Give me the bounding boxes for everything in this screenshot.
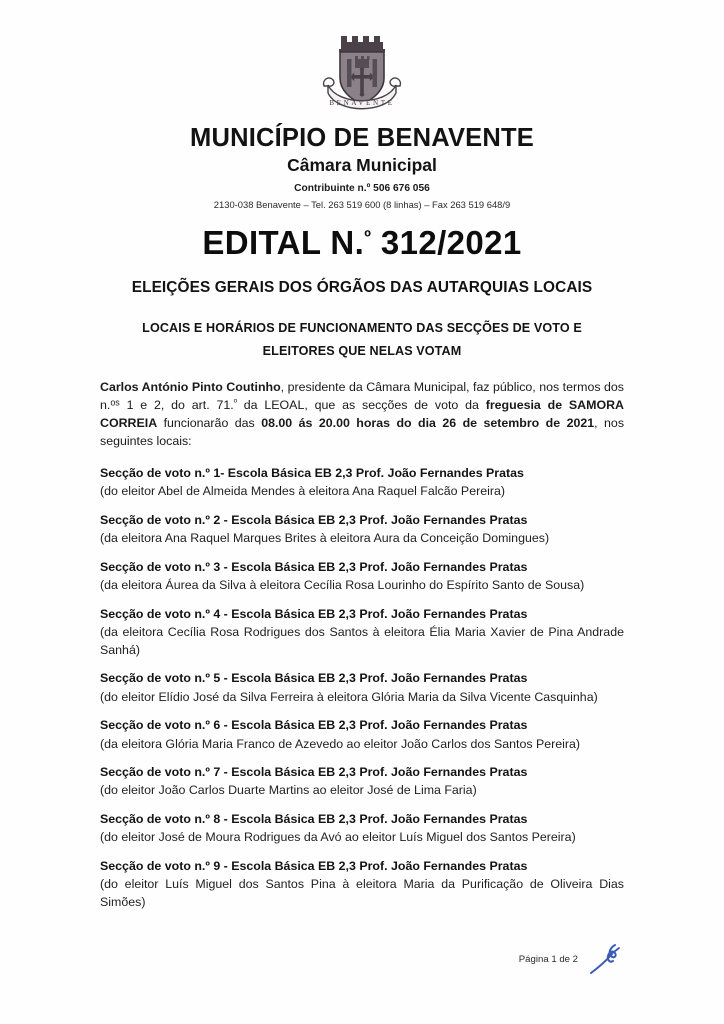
voting-sections-list xyxy=(100,465,624,912)
voting-section xyxy=(100,717,624,753)
voting-schedule: 08.00 ás 20.00 horas do dia 26 de setembro de 2021 xyxy=(261,415,595,430)
voting-section-range: (da eleitora Áurea da Silva à eleitora Cecília Rosa Lourinho do Espírito Santo de Sousa) xyxy=(100,578,585,592)
voting-section-range: (da eleitora Glória Maria Franco de Azevedo ao eleitor João Carlos dos Santos Pereira) xyxy=(100,736,581,751)
intro-text-3: da LEOAL, que as secções de voto da xyxy=(236,398,486,413)
subject-heading-primary: ELEIÇÕES GERAIS DOS ÓRGÃOS DAS AUTARQUIAS LOCAIS xyxy=(131,278,593,296)
subject-heading-secondary: LOCAIS E HORÁRIOS DE FUNCIONAMENTO DAS SECÇÕES DE VOTO E ELEITORES QUE NELAS VOTAM xyxy=(142,320,582,358)
intro-text-5: , nos seguintes locais: xyxy=(100,415,625,448)
voting-section-range: (da eleitora Cecília Rosa Rodrigues dos Santos à eleitora Élia Maria Xavier de Pina Andrade Sanhá) xyxy=(100,624,624,657)
voting-section-title: Secção de voto n.º 4 - Escola Básica EB 2,3 Prof. João Fernandes Pratas xyxy=(100,606,528,621)
organization-title: MUNICÍPIO DE BENAVENTE xyxy=(190,124,534,152)
coat-of-arms-icon xyxy=(314,34,410,120)
voting-section xyxy=(100,811,624,847)
intro-text-1: , presidente da Câmara Municipal, faz público, nos termos dos n. xyxy=(100,380,624,413)
intro-paragraph xyxy=(100,379,624,450)
voting-section-range: (da eleitora Ana Raquel Marques Brites à eleitora Aura da Conceição Domingues) xyxy=(100,531,550,546)
voting-section xyxy=(100,465,624,501)
intro-text-4: funcionarão das xyxy=(157,415,262,430)
voting-section xyxy=(100,670,624,706)
voting-section xyxy=(100,512,624,548)
intro-text-2: 1 e 2, do art. 71. xyxy=(119,398,234,413)
voting-section-title: Secção de voto n.º 3 - Escola Básica EB 2,3 Prof. João Fernandes Pratas xyxy=(100,559,528,574)
voting-section-range: (do eleitor Elídio José da Silva Ferreira à eleitora Glória Maria da Silva Vicente Casquinha) xyxy=(100,689,598,704)
voting-section xyxy=(100,764,624,800)
voting-section xyxy=(100,559,624,595)
president-name: Carlos António Pinto Coutinho xyxy=(100,380,281,395)
freguesia-label: freguesia de xyxy=(485,398,563,413)
signature-mark xyxy=(588,942,624,976)
svg-text:BENAVENTE: BENAVENTE xyxy=(329,99,395,107)
tax-number-line: Contribuinte n.º 506 676 056 xyxy=(294,182,430,194)
page-number: Página 1 de 2 xyxy=(518,953,578,965)
voting-section-title: Secção de voto n.º 6 - Escola Básica EB 2,3 Prof. João Fernandes Pratas xyxy=(100,718,528,733)
voting-section-title: Secção de voto n.º 7 - Escola Básica EB 2,3 Prof. João Fernandes Pratas xyxy=(100,765,528,780)
organization-subtitle: Câmara Municipal xyxy=(287,154,437,175)
freguesia-name: SAMORA CORREIA xyxy=(100,398,624,430)
address-line: 2130-038 Benavente – Tel. 263 519 600 (8 linhas) – Fax 263 519 648/9 xyxy=(213,198,511,210)
edital-label: EDITAL N. xyxy=(202,223,365,261)
crest-container xyxy=(100,0,624,120)
voting-section-title: Secção de voto n.º 9 - Escola Básica EB 2,3 Prof. João Fernandes Pratas xyxy=(100,859,528,874)
edital-ordinal: º xyxy=(364,226,372,247)
voting-section-range: (do eleitor José de Moura Rodrigues da Avó ao eleitor Luís Miguel dos Santos Pereira) xyxy=(100,830,576,845)
intro-sup-2: º xyxy=(233,397,237,408)
voting-section xyxy=(100,858,624,912)
edital-number: 312/2021 xyxy=(371,223,522,261)
voting-section-title: Secção de voto n.º 1- Escola Básica EB 2,3 Prof. João Fernandes Pratas xyxy=(100,465,524,480)
voting-section-title: Secção de voto n.º 8 - Escola Básica EB 2,3 Prof. João Fernandes Pratas xyxy=(100,812,528,827)
intro-sup-1: os xyxy=(110,397,120,408)
voting-section-range: (do eleitor João Carlos Duarte Martins ao eleitor José de Lima Faria) xyxy=(100,783,477,798)
edital-number-heading xyxy=(100,224,624,262)
page-footer xyxy=(100,942,624,976)
voting-section xyxy=(100,606,624,660)
voting-section-range: (do eleitor Luís Miguel dos Santos Pina à eleitora Maria da Purificação de Oliveira Dias Simões) xyxy=(100,877,624,910)
voting-section-title: Secção de voto n.º 5 - Escola Básica EB 2,3 Prof. João Fernandes Pratas xyxy=(100,671,528,686)
voting-section-title: Secção de voto n.º 2 - Escola Básica EB 2,3 Prof. João Fernandes Pratas xyxy=(100,512,528,527)
voting-section-range: (do eleitor Abel de Almeida Mendes à eleitora Ana Raquel Falcão Pereira) xyxy=(100,484,505,499)
